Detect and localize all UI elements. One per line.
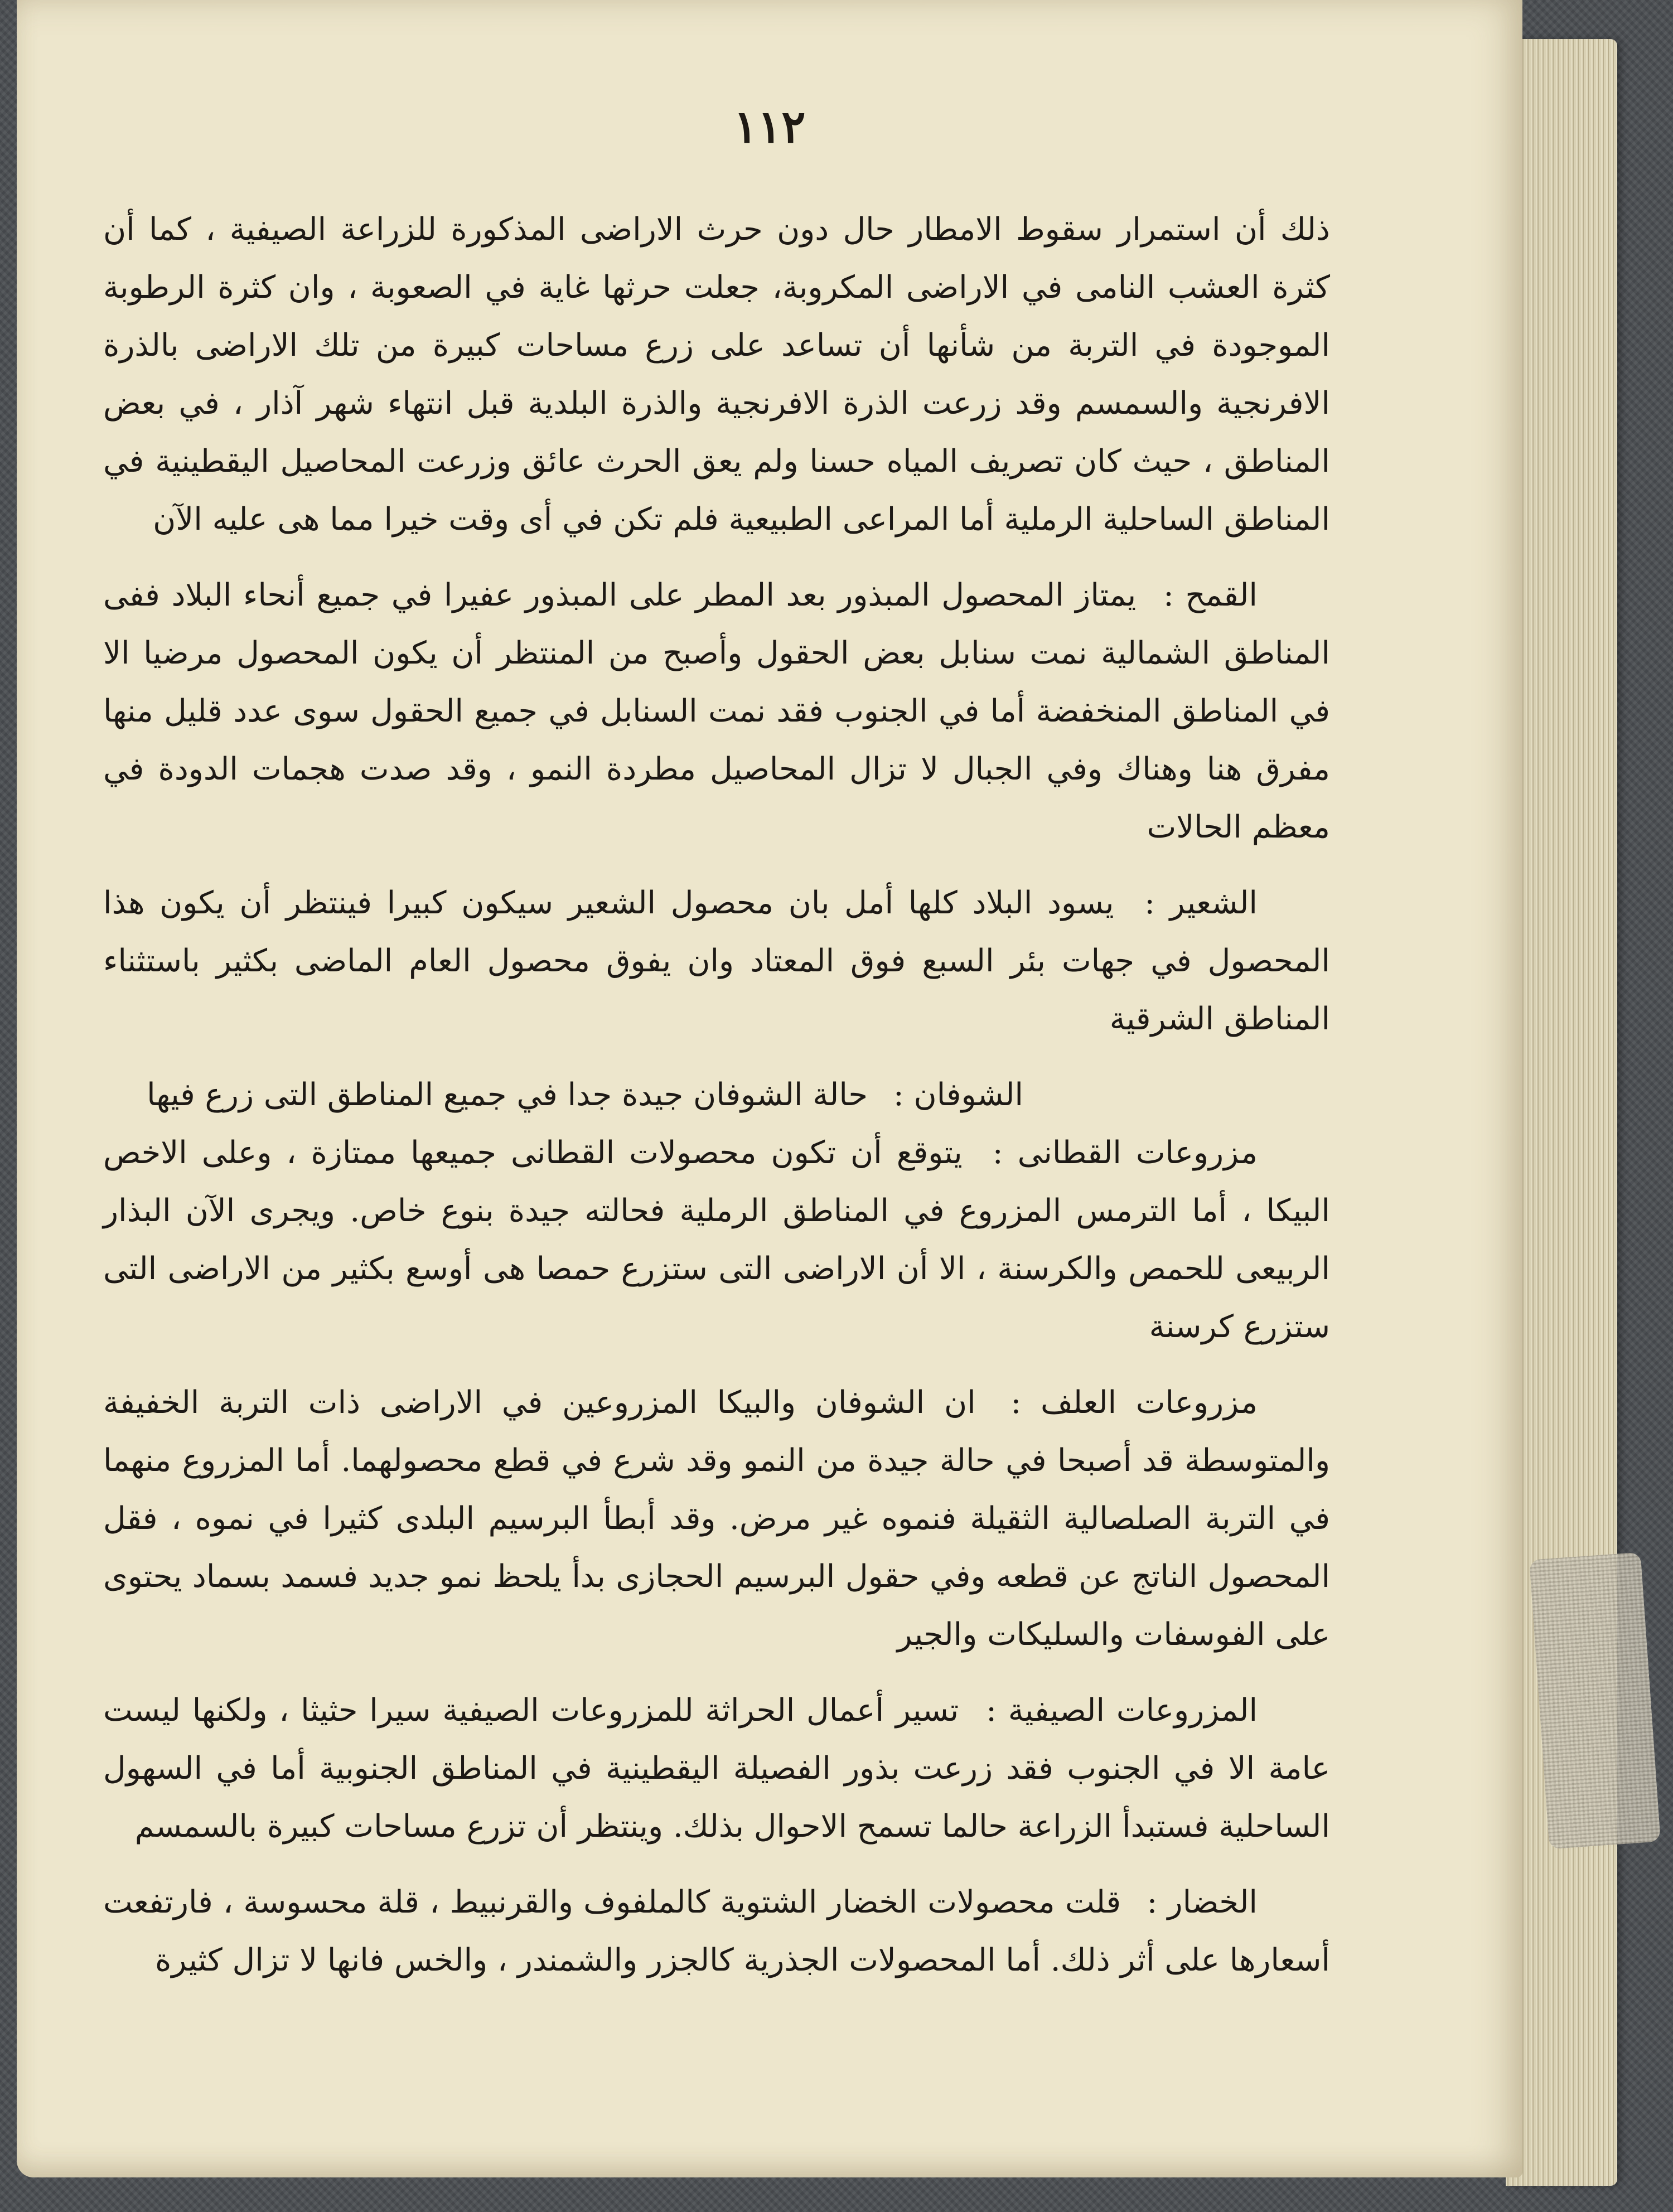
paragraph-heading: مزروعات العلف :: [1010, 1385, 1258, 1421]
barley-paragraph: [103, 874, 1330, 1048]
summer-crops-paragraph: [103, 1682, 1330, 1856]
paragraph-heading: الشعير :: [1144, 885, 1258, 921]
paragraph-heading: القمح :: [1163, 577, 1258, 613]
paragraph-heading: الشوفان :: [893, 1077, 1023, 1113]
page-number: ١١٢: [733, 100, 806, 153]
paragraph-text: يمتاز المحصول المبذور بعد المطر على المبذور عفيرا في جميع أنحاء البلاد ففى المناطق الشمالية نمت سنابل بعض الحقول وأصبح من المنتظر أن يكون المحصول مرضيا الا في المناطق المنخفضة أما في الجنوب فقد نمت السنابل في جميع الحقول سوى عدد قليل منها مفرق هنا وهناك وفي الجبال لا تزال المحاصيل مطردة النمو ، وقد صدت هجمات الدودة في معظم الحالات: [103, 577, 1330, 845]
fodder-paragraph: [103, 1374, 1330, 1664]
paragraph-heading: مزروعات القطانى :: [992, 1135, 1258, 1171]
paragraph-text: ذلك أن استمرار سقوط الامطار حال دون حرث الاراضى المذكورة للزراعة الصيفية ، كما أن كثرة العشب النامى في الاراضى المكروبة، جعلت حرثها غاية في الصعوبة ، وان كثرة الرطوبة الموجودة في التربة من شأنها أن تساعد على زرع مساحات كبيرة من تلك الاراضى بالذرة الافرنجية والسمسم وقد زرعت الذرة الافرنجية والذرة البلدية قبل انتهاء شهر آذار ، في بعض المناطق ، حيث كان تصريف المياه حسنا ولم يعق الحرث عائق وزرعت المحاصيل اليقطينية في المناطق الساحلية الرملية أما المراعى الطبيعية فلم تكن في أى وقت خيرا مما هى عليه الآن: [103, 211, 1330, 538]
wheat-paragraph: [103, 567, 1330, 856]
paragraph-text: حالة الشوفان جيدة جدا في جميع المناطق التى زرع فيها: [147, 1077, 868, 1113]
oats-paragraph: [103, 1066, 1330, 1124]
vegetables-paragraph: [103, 1874, 1330, 1990]
paragraph-text: قلت محصولات الخضار الشتوية كالملفوف والقرنبيط ، قلة محسوسة ، فارتفعت أسعارها على أثر ذلك. أما المحصولات الجذرية كالجزر والشمندر ، والخس فانها لا تزال كثيرة: [103, 1884, 1330, 1978]
book-page: [17, 0, 1522, 2177]
binding-tape: [1529, 1552, 1661, 1850]
paragraph-text: يتوقع أن تكون محصولات القطانى جميعها ممتازة ، وعلى الاخص البيكا ، أما الترمس المزروع في المناطق الرملية فحالته جيدة بنوع خاص. ويجرى الآن البذار الربيعى للحمص والكرسنة ، الا أن الاراضى التى ستزرع حمصا هى أوسع بكثير من الاراضى التى ستزرع كرسنة: [103, 1135, 1330, 1345]
paragraph-text: تسير أعمال الحراثة للمزروعات الصيفية سيرا حثيثا ، ولكنها ليست عامة الا في الجنوب فقد زرعت بذور الفصيلة اليقطينية في المناطق الجنوبية أما في السهول الساحلية فستبدأ الزراعة حالما تسمح الاحوال بذلك. وينتظر أن تزرع مساحات كبيرة بالسمسم: [103, 1692, 1330, 1845]
paragraph-text: يسود البلاد كلها أمل بان محصول الشعير سيكون كبيرا فينتظر أن يكون هذا المحصول في جهات بئر السبع فوق المعتاد وان يفوق محصول العام الماضى بكثير باستثناء المناطق الشرقية: [103, 885, 1330, 1037]
paragraph-heading: المزروعات الصيفية :: [986, 1692, 1258, 1729]
paragraph-text: ان الشوفان والبيكا المزروعين في الاراضى ذات التربة الخفيفة والمتوسطة قد أصبحا في حالة جيدة من النمو وقد شرع في قطع محصولهما. أما المزروع منهما في التربة الصلصالية الثقيلة فنموه غير مرض. وقد أبطأ البرسيم البلدى كثيرا في نموه ، فقل المحصول الناتج عن قطعه وفي حقول البرسيم الحجازى بدأ يلحظ نمو جديد فسمد بسماد يحتوى على الفوسفات والسليكات والجير: [103, 1385, 1330, 1653]
text-block: [103, 201, 1330, 2007]
intro-paragraph: [103, 201, 1330, 549]
legumes-paragraph: [103, 1124, 1330, 1356]
page-edges: [1506, 39, 1617, 2186]
paragraph-heading: الخضار :: [1147, 1884, 1258, 1920]
